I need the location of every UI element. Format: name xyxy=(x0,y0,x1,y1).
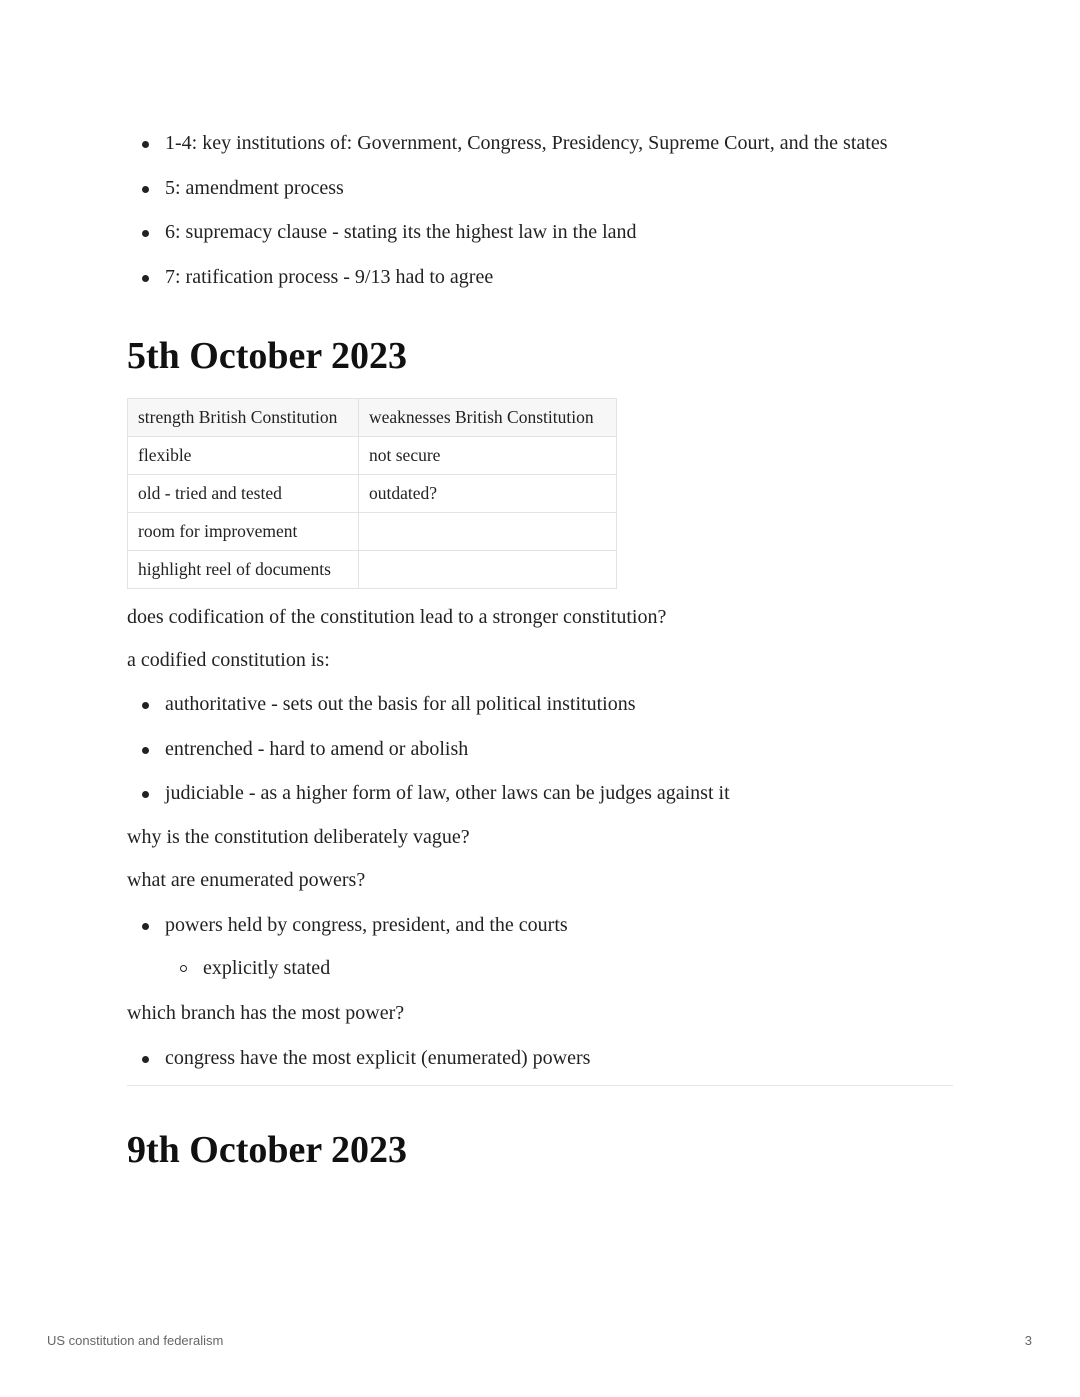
list-item: 1-4: key institutions of: Government, Congress, Presidency, Supreme Court, and the states xyxy=(127,131,953,155)
question-text: which branch has the most power? xyxy=(127,1002,405,1024)
list-item: entrenched - hard to amend or abolish xyxy=(127,737,953,761)
enumerated-list xyxy=(127,913,953,937)
article-list xyxy=(127,265,953,289)
table-header-row xyxy=(128,399,617,437)
branch-list xyxy=(127,1046,953,1070)
list-item: authoritative - sets out the basis for all political institutions xyxy=(127,692,953,716)
question-text: does codification of the constitution lead to a stronger constitution? xyxy=(127,606,667,628)
footer-title: US constitution and federalism xyxy=(47,1333,224,1348)
article-list xyxy=(127,131,953,155)
section-heading: 5th October 2023 xyxy=(127,335,408,377)
codified-list xyxy=(127,781,953,805)
table-cell: room for improvement xyxy=(128,513,359,551)
article-list xyxy=(127,176,953,200)
table-cell: flexible xyxy=(128,437,359,475)
question-text: what are enumerated powers? xyxy=(127,869,366,891)
paragraph-text: a codified constitution is: xyxy=(127,649,330,671)
codified-list xyxy=(127,737,953,761)
question-text: why is the constitution deliberately vague? xyxy=(127,826,470,848)
sub-list-item: explicitly stated xyxy=(127,956,953,980)
codified-list xyxy=(127,692,953,716)
page-number: 3 xyxy=(1024,1333,1032,1348)
table-cell: outdated? xyxy=(359,475,617,513)
section-divider xyxy=(127,1085,953,1086)
table-row xyxy=(128,551,617,589)
list-item: judiciable - as a higher form of law, other laws can be judges against it xyxy=(127,781,953,805)
list-item: congress have the most explicit (enumerated) powers xyxy=(127,1046,953,1070)
list-item: 5: amendment process xyxy=(127,176,953,200)
comparison-table xyxy=(127,398,617,589)
list-item: powers held by congress, president, and the courts xyxy=(127,913,953,937)
list-item: 6: supremacy clause - stating its the highest law in the land xyxy=(127,220,953,244)
enumerated-sublist xyxy=(127,956,953,980)
article-list xyxy=(127,220,953,244)
table-cell: old - tried and tested xyxy=(128,475,359,513)
table-row xyxy=(128,437,617,475)
section-heading: 9th October 2023 xyxy=(127,1129,408,1171)
list-item: 7: ratification process - 9/13 had to agree xyxy=(127,265,953,289)
table-cell: not secure xyxy=(359,437,617,475)
table-row xyxy=(128,513,617,551)
table-header-cell: strength British Constitution xyxy=(128,399,359,437)
table-cell: highlight reel of documents xyxy=(128,551,359,589)
table-cell xyxy=(359,513,617,551)
table-header-cell: weaknesses British Constitution xyxy=(359,399,617,437)
table-row xyxy=(128,475,617,513)
table-cell xyxy=(359,551,617,589)
